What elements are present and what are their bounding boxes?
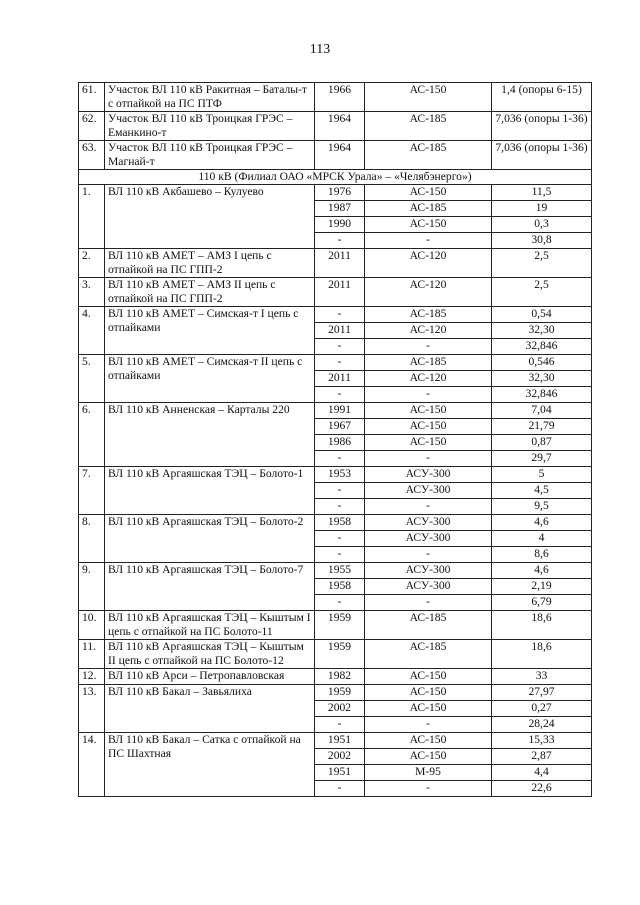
length-cell: 4,5	[492, 483, 592, 499]
length-cell: 4,6	[492, 515, 592, 531]
length-cell: 0,3	[492, 217, 592, 233]
power-lines-table	[78, 82, 592, 797]
wire-cell: АС-120	[365, 278, 492, 307]
length-cell: 2,19	[492, 579, 592, 595]
year-cell: 1964	[315, 141, 365, 170]
row-number: 63.	[79, 141, 105, 170]
length-cell: 4,4	[492, 765, 592, 781]
wire-cell: АС-185	[365, 640, 492, 669]
line-name: ВЛ 110 кВ Аргаяшская ТЭЦ – Кыштым II цепь с отпайкой на ПС Болото-12	[105, 640, 315, 669]
wire-cell: -	[365, 339, 492, 355]
wire-cell: М-95	[365, 765, 492, 781]
year-cell: -	[315, 547, 365, 563]
line-name: ВЛ 110 кВ АМЕТ – Симская-т I цепь с отпайками	[105, 307, 315, 355]
length-cell: 18,6	[492, 611, 592, 640]
length-cell: 18,6	[492, 640, 592, 669]
wire-cell: -	[365, 595, 492, 611]
year-cell: -	[315, 781, 365, 797]
wire-cell: АС-150	[365, 217, 492, 233]
row-number: 10.	[79, 611, 105, 640]
year-cell: -	[315, 499, 365, 515]
wire-cell: -	[365, 233, 492, 249]
year-cell: 1958	[315, 579, 365, 595]
wire-cell: АС-150	[365, 185, 492, 201]
length-cell: 0,27	[492, 701, 592, 717]
length-cell: 28,24	[492, 717, 592, 733]
year-cell: 1987	[315, 201, 365, 217]
wire-cell: -	[365, 387, 492, 403]
year-cell: -	[315, 233, 365, 249]
line-name: Участок ВЛ 110 кВ Троицкая ГРЭС – Еманкино-т	[105, 112, 315, 141]
length-cell: 8,6	[492, 547, 592, 563]
line-name: ВЛ 110 кВ Бакал – Сатка с отпайкой на ПС Шахтная	[105, 733, 315, 797]
year-cell: 1967	[315, 419, 365, 435]
table-row	[79, 640, 592, 669]
wire-cell: АС-150	[365, 435, 492, 451]
length-cell: 15,33	[492, 733, 592, 749]
row-number: 12.	[79, 669, 105, 685]
length-cell: 11,5	[492, 185, 592, 201]
line-name: Участок ВЛ 110 кВ Троицкая ГРЭС – Магнай-т	[105, 141, 315, 170]
length-cell: 0,87	[492, 435, 592, 451]
table-row	[79, 185, 592, 201]
table-row	[79, 611, 592, 640]
year-cell: -	[315, 717, 365, 733]
table-row	[79, 278, 592, 307]
length-cell: 2,5	[492, 278, 592, 307]
table-row	[79, 669, 592, 685]
year-cell: 1990	[315, 217, 365, 233]
year-cell: 1976	[315, 185, 365, 201]
wire-cell: АС-185	[365, 201, 492, 217]
year-cell: 1959	[315, 685, 365, 701]
year-cell: -	[315, 387, 365, 403]
table-row	[79, 733, 592, 749]
line-name: ВЛ 110 кВ Акбашево – Кулуево	[105, 185, 315, 249]
length-cell: 22,6	[492, 781, 592, 797]
row-number: 5.	[79, 355, 105, 403]
row-number: 3.	[79, 278, 105, 307]
year-cell: 2011	[315, 249, 365, 278]
wire-cell: -	[365, 499, 492, 515]
table-row	[79, 403, 592, 419]
year-cell: 1966	[315, 83, 365, 112]
length-cell: 9,5	[492, 499, 592, 515]
year-cell: 2011	[315, 278, 365, 307]
wire-cell: АС-150	[365, 419, 492, 435]
line-name: Участок ВЛ 110 кВ Ракитная – Баталы-т с отпайкой на ПС ПТФ	[105, 83, 315, 112]
wire-cell: АСУ-300	[365, 467, 492, 483]
year-cell: 1959	[315, 611, 365, 640]
wire-cell: -	[365, 547, 492, 563]
wire-cell: -	[365, 451, 492, 467]
wire-cell: АС-185	[365, 307, 492, 323]
length-cell: 1,4 (опоры 6-15)	[492, 83, 592, 112]
table-row	[79, 141, 592, 170]
table-row	[79, 515, 592, 531]
wire-cell: -	[365, 781, 492, 797]
length-cell: 29,7	[492, 451, 592, 467]
year-cell: 1991	[315, 403, 365, 419]
wire-cell: АСУ-300	[365, 515, 492, 531]
row-number: 13.	[79, 685, 105, 733]
wire-cell: АС-150	[365, 685, 492, 701]
length-cell: 2,87	[492, 749, 592, 765]
row-number: 1.	[79, 185, 105, 249]
year-cell: -	[315, 595, 365, 611]
line-name: ВЛ 110 кВ АМЕТ – Симская-т II цепь с отпайками	[105, 355, 315, 403]
wire-cell: АСУ-300	[365, 483, 492, 499]
line-name: ВЛ 110 кВ Аргаяшская ТЭЦ – Болото-1	[105, 467, 315, 515]
wire-cell: АС-150	[365, 83, 492, 112]
length-cell: 0,546	[492, 355, 592, 371]
length-cell: 0,54	[492, 307, 592, 323]
table-row	[79, 563, 592, 579]
wire-cell: АС-120	[365, 249, 492, 278]
line-name: ВЛ 110 кВ Анненская – Карталы 220	[105, 403, 315, 467]
year-cell: -	[315, 339, 365, 355]
year-cell: -	[315, 451, 365, 467]
row-number: 6.	[79, 403, 105, 467]
row-number: 11.	[79, 640, 105, 669]
length-cell: 21,79	[492, 419, 592, 435]
table-row	[79, 467, 592, 483]
row-number: 62.	[79, 112, 105, 141]
year-cell: 1955	[315, 563, 365, 579]
length-cell: 27,97	[492, 685, 592, 701]
row-number: 9.	[79, 563, 105, 611]
line-name: ВЛ 110 кВ АМЕТ – АМЗ II цепь с отпайкой на ПС ГПП-2	[105, 278, 315, 307]
length-cell: 33	[492, 669, 592, 685]
length-cell: 4	[492, 531, 592, 547]
year-cell: 2011	[315, 323, 365, 339]
length-cell: 7,036 (опоры 1-36)	[492, 141, 592, 170]
length-cell: 4,6	[492, 563, 592, 579]
wire-cell: АС-120	[365, 323, 492, 339]
table-row	[79, 355, 592, 371]
table-body	[79, 83, 592, 797]
length-cell: 32,846	[492, 339, 592, 355]
row-number: 4.	[79, 307, 105, 355]
line-name: ВЛ 110 кВ Аргаяшская ТЭЦ – Болото-2	[105, 515, 315, 563]
year-cell: 1958	[315, 515, 365, 531]
wire-cell: АС-185	[365, 355, 492, 371]
year-cell: -	[315, 483, 365, 499]
wire-cell: АС-120	[365, 371, 492, 387]
row-number: 61.	[79, 83, 105, 112]
length-cell: 32,846	[492, 387, 592, 403]
line-name: ВЛ 110 кВ Аргаяшская ТЭЦ – Кыштым I цепь с отпайкой на ПС Болото-11	[105, 611, 315, 640]
wire-cell: АС-150	[365, 733, 492, 749]
length-cell: 32,30	[492, 323, 592, 339]
wire-cell: АС-150	[365, 669, 492, 685]
table-row	[79, 83, 592, 112]
length-cell: 5	[492, 467, 592, 483]
wire-cell: АС-185	[365, 112, 492, 141]
wire-cell: АС-150	[365, 701, 492, 717]
wire-cell: АС-150	[365, 403, 492, 419]
length-cell: 19	[492, 201, 592, 217]
length-cell: 6,79	[492, 595, 592, 611]
section-header-row	[79, 170, 592, 185]
year-cell: 2002	[315, 701, 365, 717]
year-cell: 1953	[315, 467, 365, 483]
table-row	[79, 685, 592, 701]
page-number: 113	[309, 42, 331, 57]
section-title: 110 кВ (Филиал ОАО «МРСК Урала» – «Челябэнерго»)	[79, 170, 592, 185]
year-cell: -	[315, 355, 365, 371]
wire-cell: -	[365, 717, 492, 733]
year-cell: 1964	[315, 112, 365, 141]
wire-cell: АС-185	[365, 611, 492, 640]
line-name: ВЛ 110 кВ Аргаяшская ТЭЦ – Болото-7	[105, 563, 315, 611]
line-name: ВЛ 110 кВ Бакал – Завьялиха	[105, 685, 315, 733]
year-cell: 1986	[315, 435, 365, 451]
table-row	[79, 249, 592, 278]
year-cell: 1951	[315, 733, 365, 749]
year-cell: -	[315, 307, 365, 323]
row-number: 8.	[79, 515, 105, 563]
length-cell: 30,8	[492, 233, 592, 249]
year-cell: 1951	[315, 765, 365, 781]
line-name: ВЛ 110 кВ Арси – Петропавловская	[105, 669, 315, 685]
year-cell: 1959	[315, 640, 365, 669]
year-cell: -	[315, 531, 365, 547]
wire-cell: АС-150	[365, 749, 492, 765]
length-cell: 32,30	[492, 371, 592, 387]
table-row	[79, 112, 592, 141]
wire-cell: АСУ-300	[365, 579, 492, 595]
year-cell: 2002	[315, 749, 365, 765]
row-number: 7.	[79, 467, 105, 515]
line-name: ВЛ 110 кВ АМЕТ – АМЗ I цепь с отпайкой на ПС ГПП-2	[105, 249, 315, 278]
wire-cell: АСУ-300	[365, 563, 492, 579]
length-cell: 7,036 (опоры 1-36)	[492, 112, 592, 141]
row-number: 14.	[79, 733, 105, 797]
row-number: 2.	[79, 249, 105, 278]
length-cell: 7,04	[492, 403, 592, 419]
length-cell: 2,5	[492, 249, 592, 278]
wire-cell: АС-185	[365, 141, 492, 170]
year-cell: 1982	[315, 669, 365, 685]
wire-cell: АСУ-300	[365, 531, 492, 547]
year-cell: 2011	[315, 371, 365, 387]
table-row	[79, 307, 592, 323]
